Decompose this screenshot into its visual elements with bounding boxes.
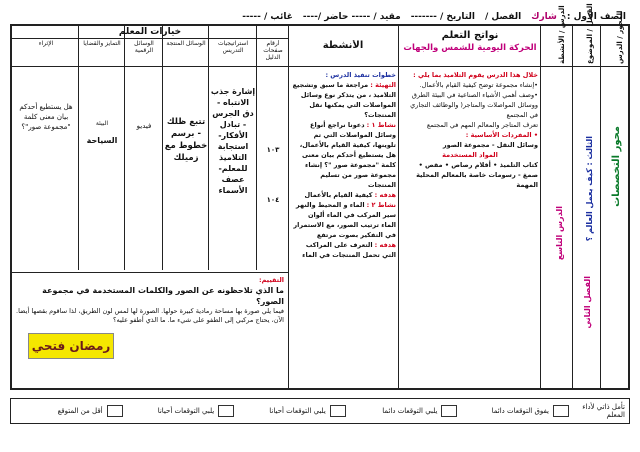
unit-header: الفصل / الموضوع	[586, 3, 594, 64]
outcome-2: •وصف أهمي الأشياء الصناعية في البيئة الطرق ووسائل المواصلات والمتاجر( والوظائف التجاري في المجتمع	[410, 91, 538, 119]
assessment-q2: فيما يلي صورة بها مساحة رمادية كبيرة حولها. الصورة لها لمس لون الطريق، لذا ساقوم بقصها أيضا. الآن، يحتاج مركبي إلى الطفو على شيء ما. ما الذي أطفو عليه؟	[16, 307, 284, 324]
materials-title: المواد المستخدمة	[442, 151, 498, 159]
axis-vertical: محور التخصصات	[611, 126, 622, 207]
tools-header: الوسائل المنتجة	[166, 40, 206, 47]
vocab-title: • المفردات الأساسية :	[465, 131, 538, 139]
warmup-text: مراجعة ما سبق وتشجيع التلاميذ ، من يتذكر نوع وسائل المواصلات التي يمكنها نقل المنتجات؟	[292, 81, 396, 119]
eval-option-5[interactable]: أقل من المتوقع	[19, 405, 123, 417]
materials-text: كتاب التلميذ • أقلام رصاص • مقص • صمغ - رسومات خاصة بالمعالم المحلية المهمة	[416, 161, 538, 189]
integration-1: البيئة	[95, 120, 109, 127]
teacher-name: رمضان فتحي	[31, 339, 111, 353]
eval-option-3[interactable]: يلبي التوقعات أحيانا	[242, 405, 346, 417]
outcomes-body	[402, 70, 538, 190]
unit-vertical: الثالث : كيف يعمل العالم ؟	[585, 136, 594, 242]
enrichment-header: الإثراء	[38, 40, 54, 47]
activity-1-label: نشاط ١ :	[366, 121, 396, 129]
checkbox[interactable]	[330, 405, 346, 417]
teacher-name-box	[28, 333, 114, 359]
checkbox[interactable]	[441, 405, 457, 417]
eval-option-1[interactable]: يفوق التوقعات دائما	[465, 405, 569, 417]
enrichment-text: هل يستطيع أحدكم بيان معنى كلمة "مجموعة صور"؟	[19, 103, 73, 131]
outcomes-intro: خلال هذا الدرس يقوم التلاميذ بما يلي :	[413, 71, 538, 79]
activities-header: الأنشطة	[322, 40, 364, 51]
goal-2-label: هدفه :	[374, 241, 396, 249]
assessment-title: التقييم:	[258, 276, 284, 284]
outcome-1: •إنشاء مجموعة توضح كيفية القيام بالأعمال.	[419, 81, 538, 89]
digital-header: الوسائل الرقمية	[134, 40, 154, 54]
checkbox[interactable]	[553, 405, 569, 417]
tools-text: تتبع ظلك - برسم خطوط مع زميلك	[164, 117, 208, 163]
checkbox[interactable]	[218, 405, 234, 417]
lesson-vertical: الدرس التاسع	[555, 206, 564, 261]
lesson-header: الدرس / الأنشطة	[558, 5, 566, 64]
eval-option-2[interactable]: يلبي التوقعات دائما	[354, 405, 458, 417]
assessment-q1: ما الذي تلاحظونه عن الصور والكلمات المستخدمة في مجموعة الصور؟	[42, 286, 284, 306]
chapter-label: الفصل /	[484, 12, 522, 22]
share-label: شارك	[531, 12, 557, 22]
chapter-vertical: الفصل الثاني	[583, 276, 592, 329]
goal-1-label: هدفه :	[374, 191, 396, 199]
grade-label: الصف الأول :	[566, 12, 626, 22]
activities-title: خطوات تنفيذ الدرس :	[325, 71, 396, 79]
digital-text: فيديو	[136, 122, 152, 130]
evaluation-title: تأمل ذاتي لأداء المعلم	[582, 403, 625, 419]
outcome-3: تعرف المتاجر والمعالم المهم في المجتمع	[426, 121, 538, 129]
activity-2-label: نشاط ٢ :	[366, 201, 396, 209]
eval-option-4[interactable]: يلبي التوقعات أحيانا	[131, 405, 235, 417]
warmup-label: التهيئة :	[370, 81, 396, 89]
absent-label: غائب / -----	[242, 12, 293, 22]
outcomes-subtitle: الحركة اليومية للشمس والجهات	[403, 43, 537, 53]
pages-2: ١٠٤	[266, 196, 280, 204]
goal-2-text: التعرف على المراكب التي تحمل المنتجات في الماء	[302, 241, 396, 259]
activity-1-text: دعونا نراجع أنواع وسائل المواصلات التي تم تلوينها، كيفية القيام بالأعمال، هل يستطيع أحدكم بيان معنى كلمة "مجموعة صور "؟ إنشاء مجموعة صور من تسليم المنتجات	[299, 121, 396, 189]
outcomes-title: نواتج التعلم	[441, 30, 499, 41]
goal-1-text: كيفية القيام بالأعمال	[304, 191, 373, 199]
pages-header: أرقام صفحات الدليل	[263, 40, 283, 61]
strategies-header: استراتيجيات التدريس	[217, 40, 249, 54]
activities-body	[292, 70, 396, 260]
activity-2-text: الماء و المحيط والنهر سير المركب في الماء ألوان الماء ترتيب الصور، مع الاستمرار في التفكير بصوت مرتفع	[293, 201, 396, 239]
pages-1: ١٠٣	[266, 146, 280, 154]
teacher-choices-header: خيارات المعلم	[118, 27, 182, 37]
vocab-text: وسائل النقل - مجموعة الصور	[442, 141, 538, 149]
self-evaluation-row	[10, 398, 630, 424]
attendance-label: مقيد / ----- حاضر /----	[302, 12, 401, 22]
integration-2: السياحة	[86, 136, 118, 145]
assessment-block	[16, 276, 284, 325]
checkbox[interactable]	[107, 405, 123, 417]
axis-header: المحور / الدرس	[616, 10, 624, 64]
date-label: التاريخ / -------	[410, 12, 475, 22]
strategies-text: إشارة جذب الانتباه - دق الجرس - تبادل الأفكار- استجابة التلاميذ للمعلم- عصف الأسماء	[210, 87, 256, 195]
integration-header: التمايز والقضايا	[83, 40, 121, 47]
